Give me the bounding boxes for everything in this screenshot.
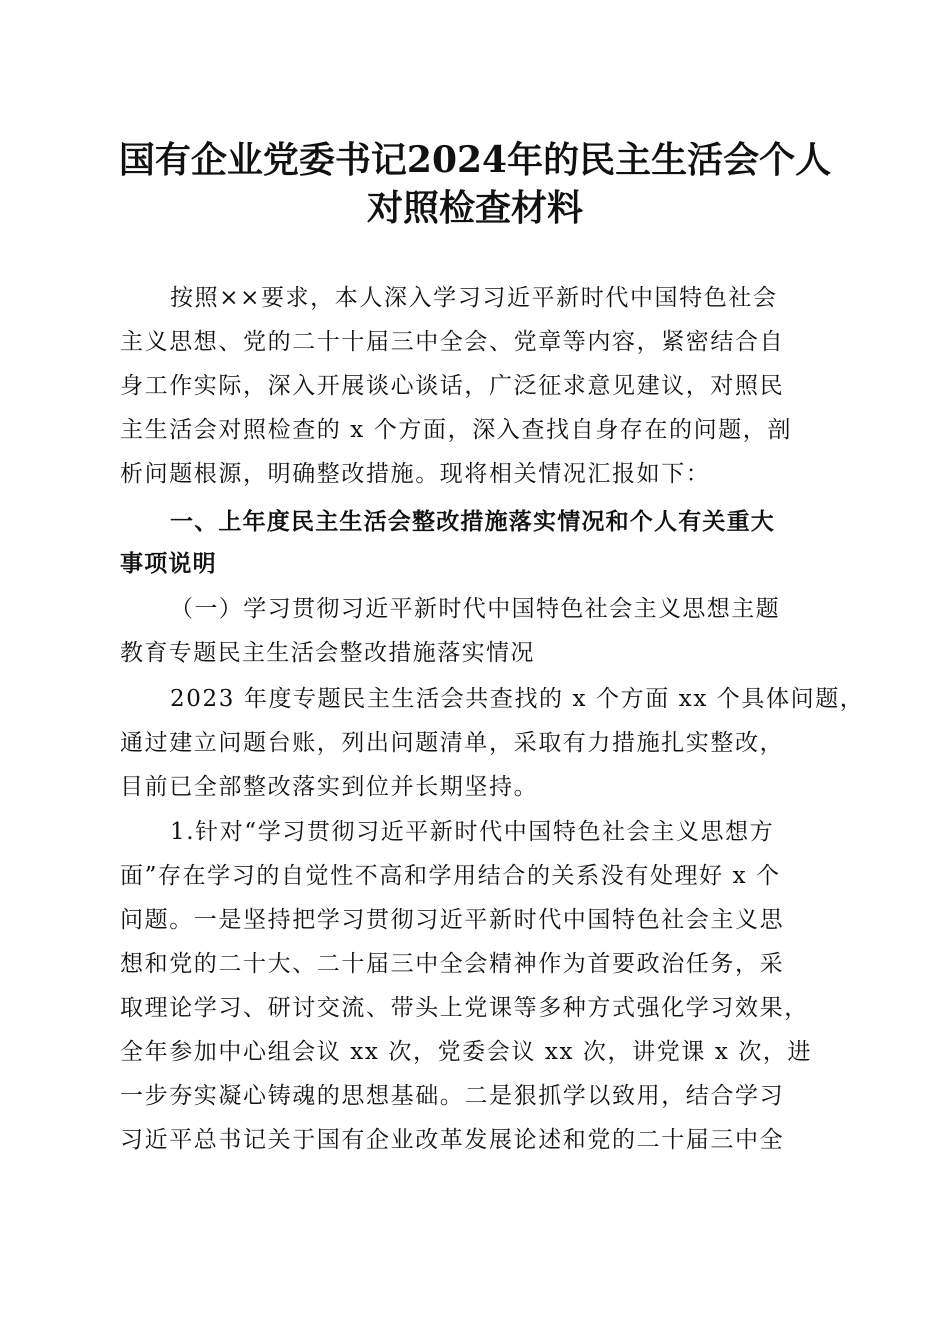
body-line: 想和党的二十大、二十届三中全会精神作为首要政治任务，采 [120,951,785,977]
document-title-line-1: 国有企业党委书记2024年的民主生活会个人 [118,139,832,181]
subsection-heading-line: （一）学习贯彻习近平新时代中国特色社会主义思想主题 [170,596,780,622]
body-line: 主义思想、党的二十十届三中全会、党章等内容，紧密结合自 [120,329,785,355]
subsection-heading-line: 教育专题民主生活会整改措施落实情况 [120,640,535,666]
body-line: 全年参加中心组会议 xx 次，党委会议 xx 次，讲党课 x 次，进 [120,1039,813,1065]
body-line: 问题。一是坚持把学习贯彻习近平新时代中国特色社会主义思 [120,907,785,933]
body-line: 一步夯实凝心铸魂的思想基础。二是狠抓学以致用，结合学习 [120,1083,785,1109]
document-title-line-2: 对照检查材料 [366,187,583,229]
body-line: 1.针对“学习贯彻习近平新时代中国特色社会主义思想方 [170,819,775,845]
body-line: 主生活会对照检查的 x 个方面，深入查找自身存在的问题，剖 [120,417,792,443]
body-line: 目前已全部整改落实到位并长期坚持。 [120,774,539,800]
body-line: 习近平总书记关于国有企业改革发展论述和党的二十届三中全 [120,1127,785,1153]
section-heading-line: 一、上年度民主生活会整改措施落实情况和个人有关重大 [170,509,775,535]
body-line: 面”存在学习的自觉性不高和学用结合的关系没有处理好 x 个 [120,863,781,889]
body-line: 身工作实际，深入开展谈心谈话，广泛征求意见建议，对照民 [120,373,785,399]
body-line: 取理论学习、研讨交流、带头上党课等多种方式强化学习效果， [120,995,809,1021]
body-line: 析问题根源，明确整改措施。现将相关情况汇报如下： [120,461,711,487]
body-line: 2023 年度专题民主生活会共查找的 x 个方面 xx 个具体问题， [170,686,865,712]
section-heading-line: 事项说明 [120,551,217,577]
body-line: 按照××要求，本人深入学习习近平新时代中国特色社会 [170,285,778,311]
body-line: 通过建立问题台账，列出问题清单，采取有力措施扎实整改， [120,730,785,756]
